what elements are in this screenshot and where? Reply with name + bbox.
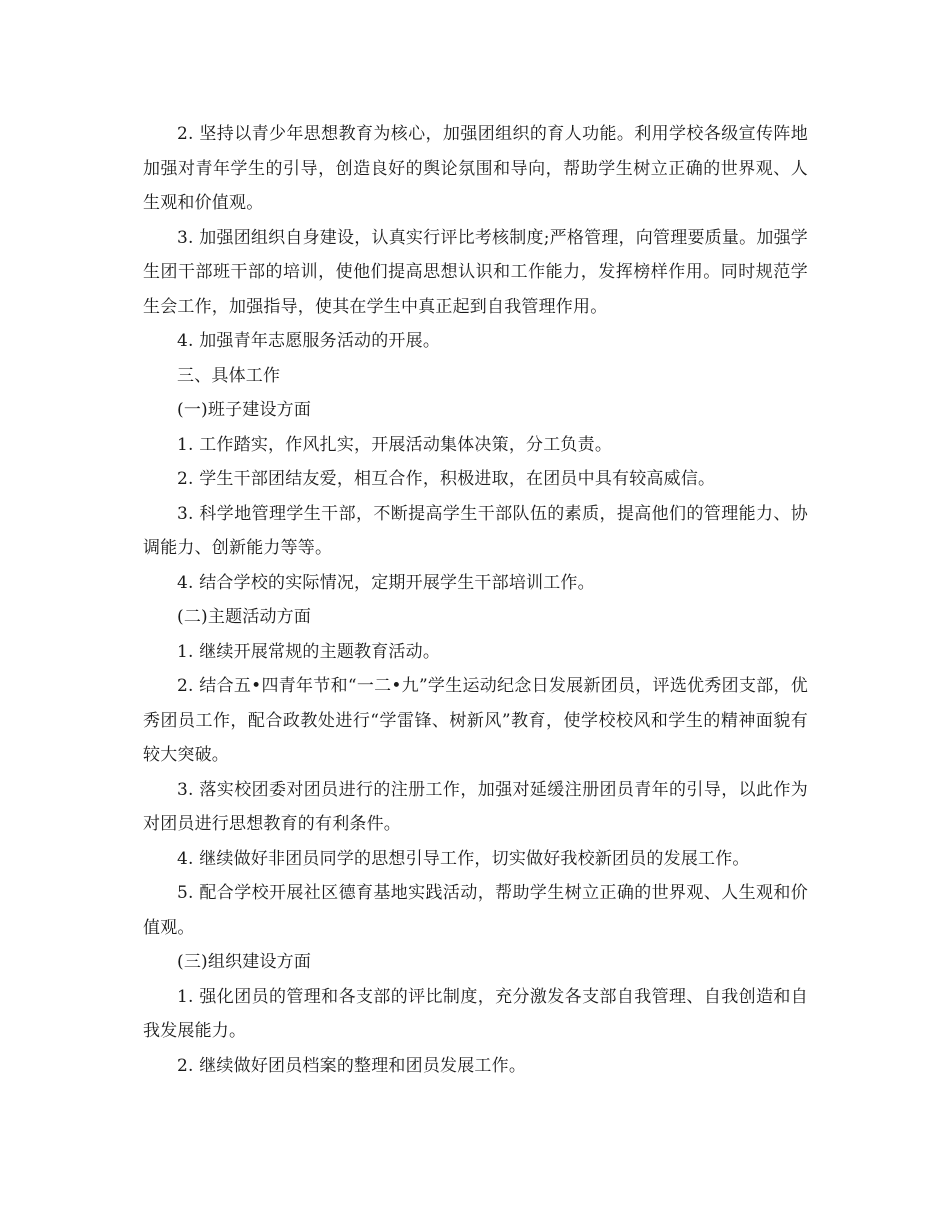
list-item-theme-3: 3. 落实校团委对团员进行的注册工作，加强对延缓注册团员青年的引导，以此作为对团员进行思想教育的有利条件。 bbox=[143, 779, 808, 834]
list-item-org-2: 2. 继续做好团员档案的整理和团员发展工作。 bbox=[177, 1055, 527, 1076]
section-heading-specific-work: 三、具体工作 bbox=[177, 365, 281, 386]
list-item-theme-4: 4. 继续做好非团员同学的思想引导工作，切实做好我校新团员的发展工作。 bbox=[177, 848, 750, 869]
subheading-theme-activities: (二)主题活动方面 bbox=[177, 607, 312, 627]
list-item-theme-2: 2. 结合五•四青年节和“一二•九”学生运动纪念日发展新团员，评选优秀团支部，优秀团员工作，配合政教处进行“学雷锋、树新风”教育，使学校校风和学生的精神面貌有较大突破。 bbox=[143, 676, 808, 765]
document-page bbox=[143, 117, 808, 1083]
paragraph-3-organization: 3. 加强团组织自身建设，认真实行评比考核制度;严格管理，向管理要质量。加强学生团干部班干部的培训，使他们提高思想认识和工作能力，发挥榜样作用。同时规范学生会工作，加强指导，使其在学生中真正起到自我管理作用。 bbox=[143, 227, 808, 317]
list-item-theme-5: 5. 配合学校开展社区德育基地实践活动，帮助学生树立正确的世界观、人生观和价值观。 bbox=[143, 883, 808, 938]
subheading-organization-building: (三)组织建设方面 bbox=[177, 952, 312, 972]
list-item-team-2: 2. 学生干部团结友爱，相互合作，积极进取，在团员中具有较高威信。 bbox=[177, 469, 716, 489]
subheading-team-building: (一)班子建设方面 bbox=[177, 400, 312, 420]
list-item-org-1: 1. 强化团员的管理和各支部的评比制度，充分激发各支部自我管理、自我创造和自我发展能力。 bbox=[143, 986, 808, 1041]
list-item-theme-1: 1. 继续开展常规的主题教育活动。 bbox=[177, 641, 441, 662]
list-item-team-3: 3. 科学地管理学生干部，不断提高学生干部队伍的素质，提高他们的管理能力、协调能力、创新能力等等。 bbox=[143, 503, 808, 558]
paragraph-2-ideology: 2. 坚持以青少年思想教育为核心，加强团组织的育人功能。利用学校各级宣传阵地加强对青年学生的引导，创造良好的舆论氛围和导向，帮助学生树立正确的世界观、人生观和价值观。 bbox=[143, 124, 808, 213]
list-item-team-4: 4. 结合学校的实际情况，定期开展学生干部培训工作。 bbox=[177, 572, 595, 593]
paragraph-4-volunteer: 4. 加强青年志愿服务活动的开展。 bbox=[177, 331, 441, 351]
list-item-team-1: 1. 工作踏实，作风扎实，开展活动集体决策，分工负责。 bbox=[177, 434, 613, 455]
